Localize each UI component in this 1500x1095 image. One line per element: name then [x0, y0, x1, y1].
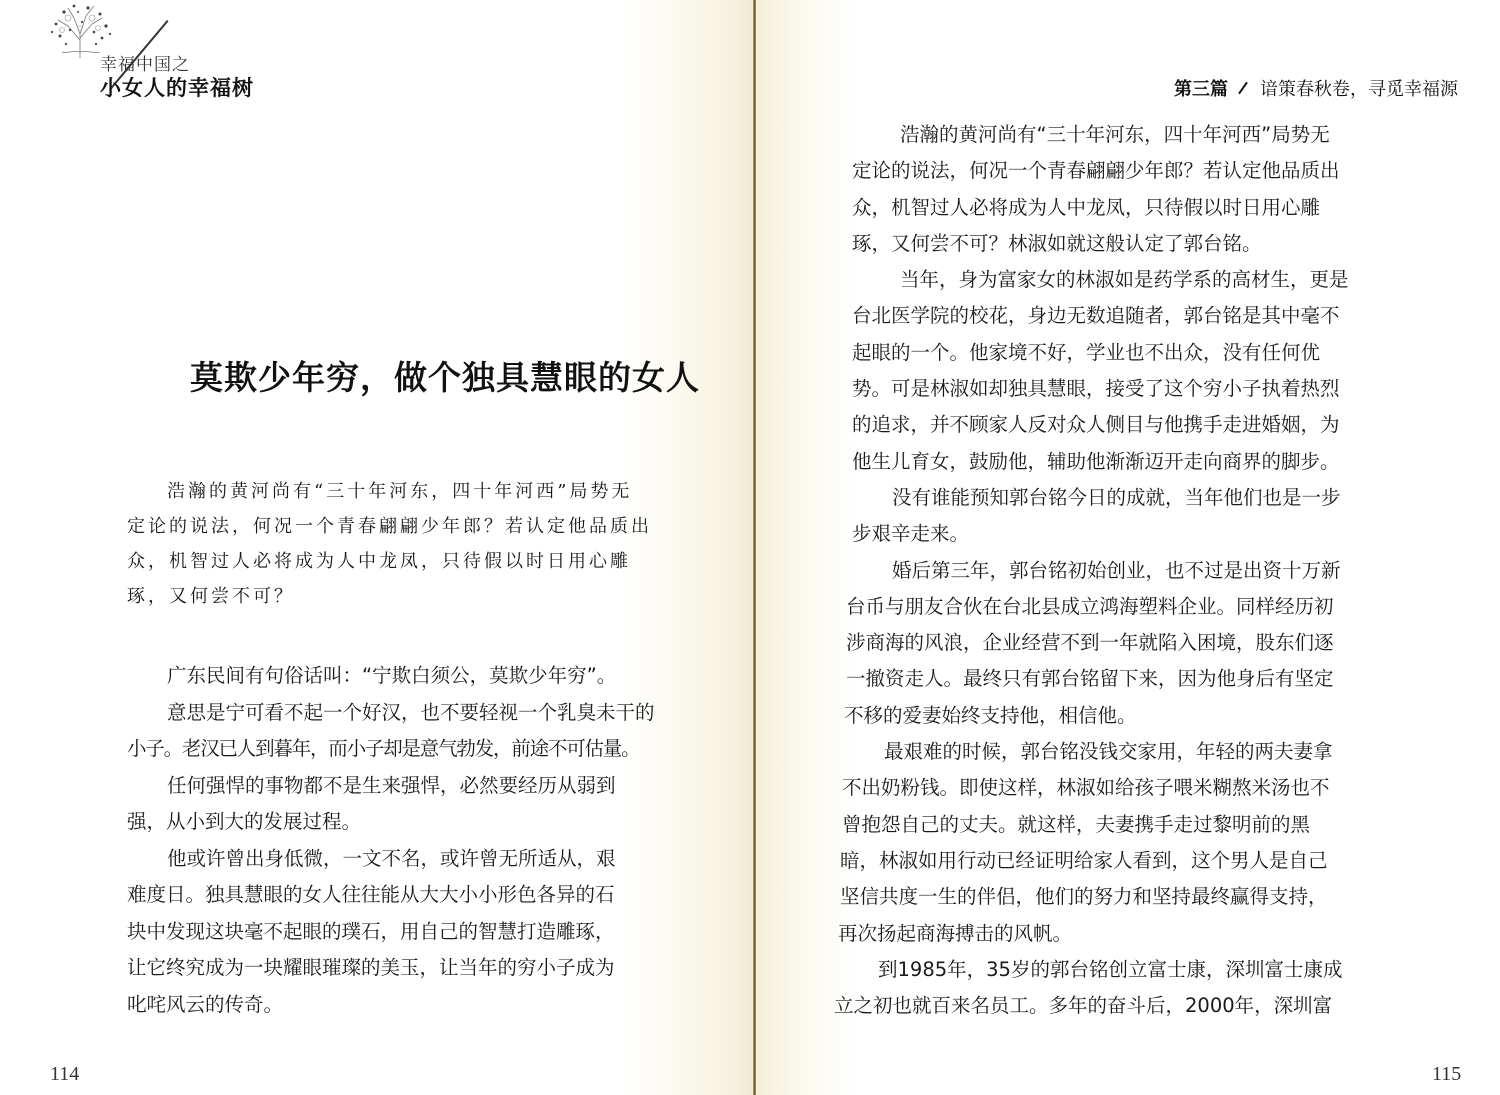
body-line: 琢，又何尝不可？林淑如就这般认定了郭台铭。: [852, 231, 1262, 255]
page-number-right: 115: [1432, 1063, 1462, 1085]
body-line: 不出奶粉钱。即使这样，林淑如给孩子喂米糊熬米汤也不: [842, 776, 1330, 800]
body-line: 涉商海的风浪，企业经营不到一年就陷入困境，股东们逐: [846, 631, 1334, 655]
body-line: 最艰难的时候，郭台铭没钱交家用，年轻的两夫妻拿: [884, 740, 1333, 764]
body-line: 没有谁能预知郭台铭今日的成就，当年他们也是一步: [892, 485, 1341, 509]
body-line: 块中发现这块毫不起眼的璞石，用自己的智慧打造雕琢，: [127, 919, 615, 943]
body-line: 他或许曾出身低微，一文不名，或许曾无所适从，艰: [167, 846, 616, 870]
body-line: 叱咤风云的传奇。: [127, 992, 284, 1016]
body-line: 小子。老汉已人到暮年，而小子却是意气勃发，前途不可估量。: [127, 737, 640, 760]
body-line: 起眼的一个。他家境不好，学业也不出众，没有任何优: [852, 340, 1321, 364]
body-line: 当年，身为富家女的林淑如是药学系的高材生，更是: [900, 268, 1349, 292]
body-line: 势。可是林淑如却独具慧眼，接受了这个穷小子执着热烈: [852, 377, 1340, 401]
body-line: 步艰辛走来。: [852, 522, 970, 546]
body-line: 坚信共度一生的伴侣，他们的努力和坚持最终赢得支持，: [840, 885, 1328, 909]
body-line: 广东民间有句俗话叫：“宁欺白须公，莫欺少年穷”。: [167, 664, 617, 687]
body-line: 让它终究成为一块耀眼璀璨的美玉，让当年的穷小子成为: [127, 956, 615, 979]
body-line: 不移的爱妻始终支持他，相信他。: [844, 703, 1137, 727]
body-line: 到1985年，35岁的郭台铭创立富士康，深圳富士康成: [878, 957, 1343, 981]
body-line: 意思是宁可看不起一个好汉，也不要轻视一个乳臭未干的: [167, 700, 655, 724]
body-line: 他生儿育女，鼓励他，辅助他渐渐迈开走向商界的脚步。: [852, 449, 1340, 473]
body-line: 众，机智过人必将成为人中龙凤，只待假以时日用心雕: [852, 195, 1321, 219]
body-line: 难度日。独具慧眼的女人往往能从大大小小形色各异的石: [127, 883, 615, 906]
body-line: 立之初也就百来名员工。多年的奋斗后，2000年，深圳富: [834, 994, 1333, 1018]
body-line: 定论的说法，何况一个青春翩翩少年郎？若认定他品质出: [852, 159, 1340, 183]
body-line: 再次扬起商海搏击的风帆。: [838, 921, 1073, 945]
running-header-right: [1174, 75, 1458, 101]
body-line: 浩瀚的黄河尚有“三十年河东，四十年河西”局势无: [900, 123, 1330, 146]
body-line: 任何强悍的事物都不是生来强悍，必然要经历从弱到: [167, 773, 616, 797]
running-header-left: [40, 0, 300, 100]
header-slash-icon: [1238, 81, 1248, 94]
right-body-text: [834, 117, 1349, 1024]
right-page: [756, 0, 1500, 1095]
part-label: 第三篇: [1174, 79, 1228, 100]
page-number-left: 114: [50, 1063, 80, 1085]
body-line: 暗，林淑如用行动已经证明给家人看到，这个男人是自己: [840, 848, 1328, 872]
intro-line: 琢，又何尝不可？: [127, 586, 295, 607]
part-title: 谙策春秋卷，寻觅幸福源: [1260, 79, 1458, 100]
intro-line: 众，机智过人必将成为人中龙凤，只待假以时日用心雕: [127, 551, 631, 572]
intro-line: 定论的说法，何况一个青春翩翩少年郎？若认定他品质出: [127, 516, 652, 537]
body-line: 一撤资走人。最终只有郭台铭留下来，因为他身后有坚定: [846, 667, 1334, 691]
body-line: 的追求，并不顾家人反对众人侧目与他携手走进婚姻，为: [852, 413, 1340, 437]
body-line: 强，从小到大的发展过程。: [127, 810, 362, 833]
series-title: 幸福中国之: [100, 55, 190, 75]
chapter-title: 莫欺少年穷，做个独具慧眼的女人: [190, 358, 700, 397]
chapter-intro: [127, 474, 652, 614]
book-title: 小女人的幸福树: [100, 75, 254, 100]
intro-line: 浩瀚的黄河尚有“三十年河东，四十年河西”局势无: [167, 481, 633, 502]
body-line: 台币与朋友合伙在台北县成立鸿海塑料企业。同样经历初: [846, 594, 1334, 618]
left-body-text: [127, 658, 655, 1023]
body-line: 台北医学院的校花，身边无数追随者，郭台铭是其中毫不: [852, 304, 1340, 328]
body-line: 婚后第三年，郭台铭初始创业，也不过是出资十万新: [892, 558, 1341, 582]
body-line: 曾抱怨自己的丈夫。就这样，夫妻携手走过黎明前的黑: [842, 812, 1311, 836]
